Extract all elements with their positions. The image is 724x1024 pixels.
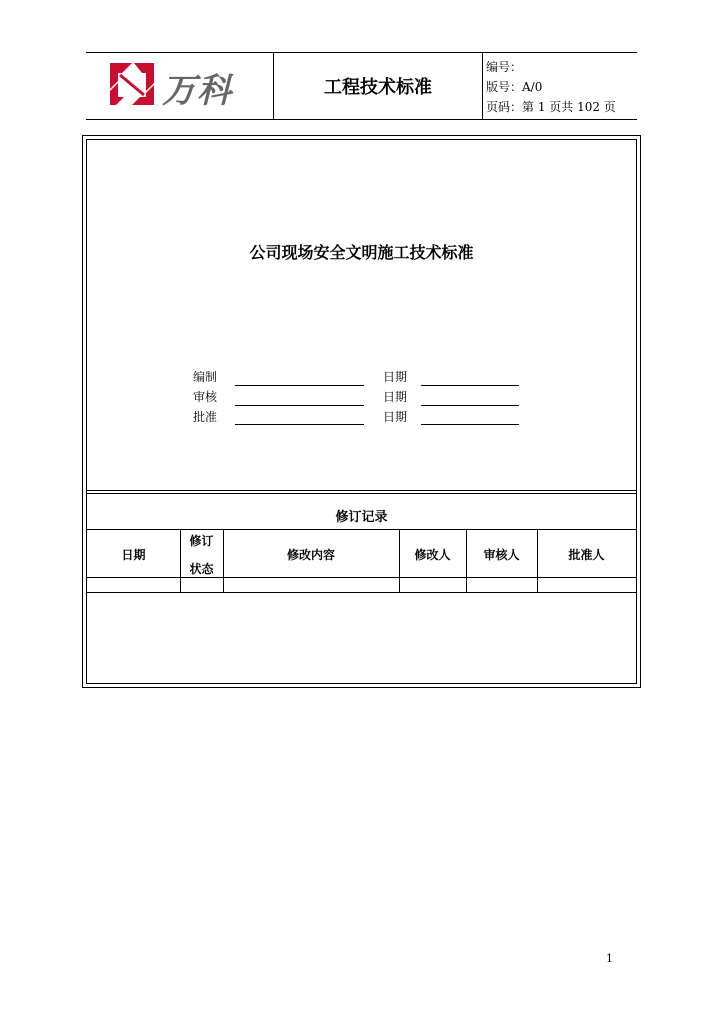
col-header-content: 修改内容 (286, 548, 335, 562)
date-line[interactable] (421, 385, 519, 386)
table-rule (87, 529, 636, 530)
doc-version: 版号：A/0 (486, 80, 543, 94)
revision-title: 修订记录 (335, 510, 388, 525)
page-number: 1 (606, 952, 613, 965)
sign-role-label: 审核 (193, 390, 218, 404)
header-meta (486, 57, 616, 117)
table-rule (87, 592, 636, 593)
date-label: 日期 (383, 410, 408, 424)
cover-inner-frame (86, 139, 637, 684)
section-divider (87, 493, 636, 494)
col-header-status-line1: 修订 (189, 534, 214, 548)
table-rule (87, 577, 636, 578)
cover-frame (82, 135, 641, 688)
sign-line[interactable] (235, 424, 364, 425)
doc-number: 编号： (486, 60, 523, 74)
col-header-status-line2: 状态 (189, 562, 214, 576)
vanke-logo-icon (108, 61, 156, 107)
sign-role-label: 批准 (193, 410, 218, 424)
sign-line[interactable] (235, 405, 364, 406)
signature-block (87, 140, 636, 683)
document-header (86, 52, 637, 120)
vanke-logo (108, 59, 268, 111)
date-line[interactable] (421, 405, 519, 406)
sign-role-label: 编制 (193, 370, 218, 384)
date-label: 日期 (383, 370, 408, 384)
col-header-approver: 批准人 (568, 548, 605, 562)
sign-line[interactable] (235, 385, 364, 386)
date-line[interactable] (421, 424, 519, 425)
logo-text: 万科 (162, 71, 232, 111)
header-divider (273, 53, 274, 119)
header-title: 工程技术标准 (324, 77, 432, 98)
col-header-modifier: 修改人 (414, 548, 451, 562)
section-divider (87, 490, 636, 491)
col-header-reviewer: 审核人 (483, 548, 520, 562)
doc-page-info: 页码：第 1 页共 102 页 (486, 100, 616, 114)
col-header-date: 日期 (121, 548, 146, 562)
date-label: 日期 (383, 390, 408, 404)
document-title: 公司现场安全文明施工技术标准 (249, 243, 474, 262)
header-divider (482, 53, 483, 119)
